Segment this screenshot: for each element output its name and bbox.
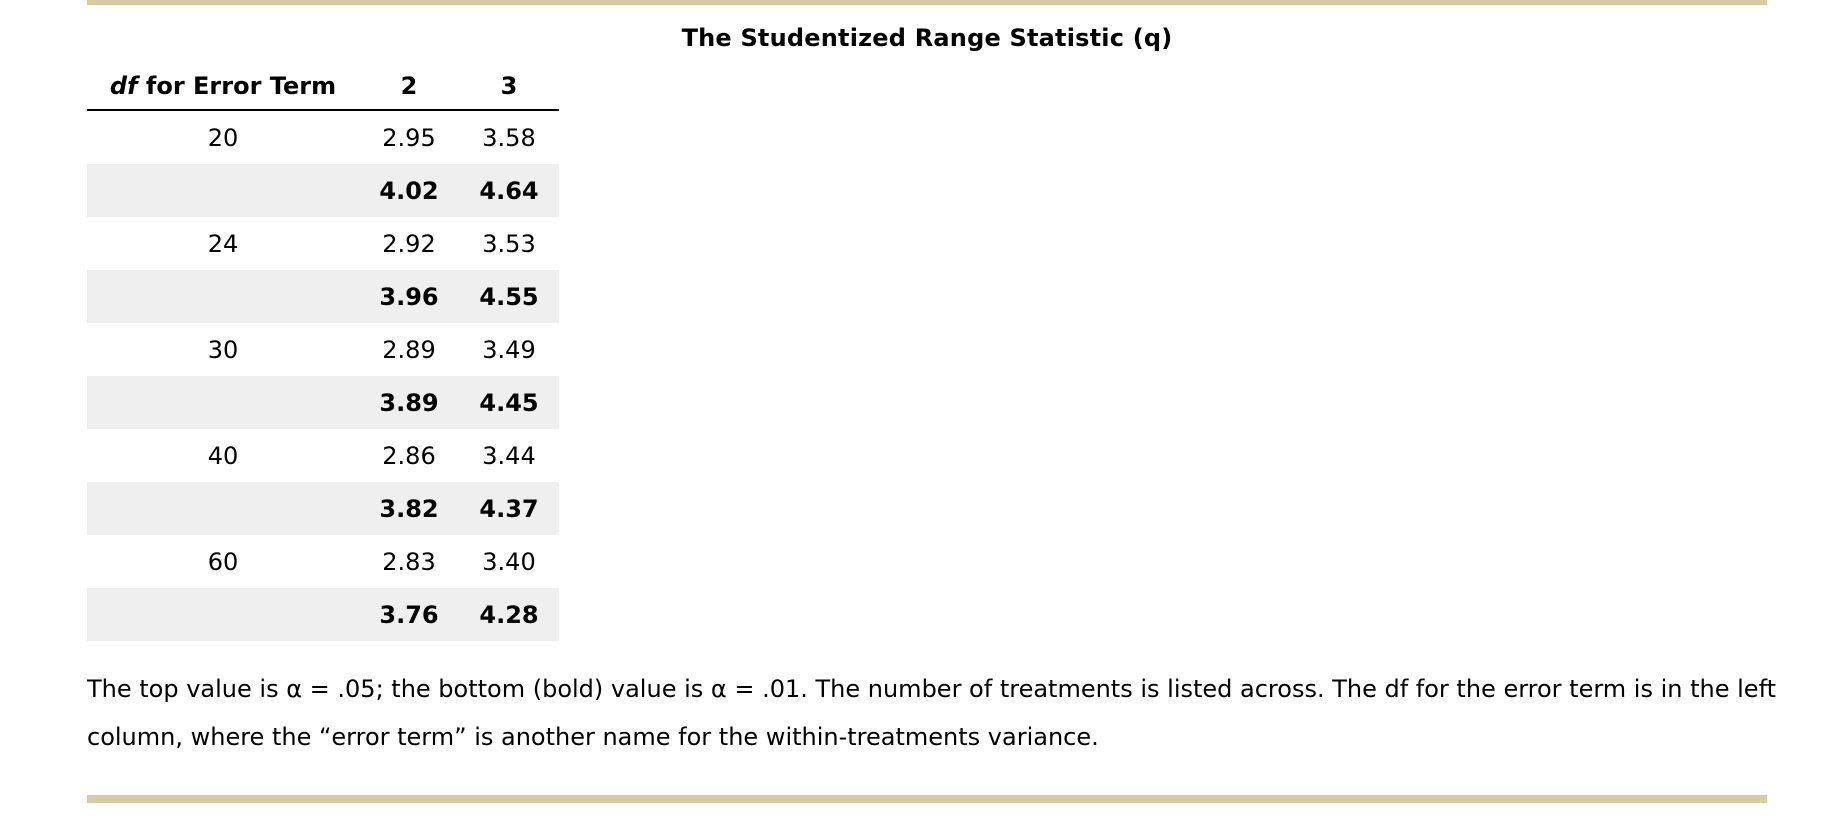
q-value-cell-bold: 4.55: [459, 270, 559, 323]
table-row-alpha-05: [87, 217, 559, 270]
header-df-rest: for Error Term: [137, 71, 337, 100]
studentized-range-table: [87, 62, 559, 641]
df-cell-empty: [87, 376, 359, 429]
df-cell: 60: [207, 547, 239, 576]
header-k-2: 2: [359, 62, 459, 110]
q-value-cell-bold: 3.76: [359, 588, 459, 641]
q-value-cell-bold: 4.37: [459, 482, 559, 535]
df-cell: 24: [207, 229, 239, 258]
q-value-cell: 2.95: [382, 123, 436, 152]
q-value-cell-bold: 4.02: [359, 164, 459, 217]
q-value-cell-bold: 4.64: [459, 164, 559, 217]
q-value-cell-bold: 3.96: [359, 270, 459, 323]
table-row-alpha-01: [87, 270, 559, 323]
table-row-alpha-01: [87, 164, 559, 217]
df-cell-empty: [87, 482, 359, 535]
table-header-row: [87, 62, 559, 110]
df-cell-empty: [87, 588, 359, 641]
header-df-for-error-term: [87, 62, 359, 110]
df-cell: 40: [207, 441, 239, 470]
table-row-alpha-01: [87, 376, 559, 429]
table-row-alpha-05: [87, 110, 559, 164]
header-k-3: 3: [459, 62, 559, 110]
q-value-cell: 2.86: [382, 441, 436, 470]
q-value-cell-bold: 4.45: [459, 376, 559, 429]
df-cell-empty: [87, 270, 359, 323]
header-df-italic: df: [109, 71, 138, 100]
q-value-cell: 2.89: [382, 335, 436, 364]
bottom-rule: [87, 795, 1767, 803]
q-value-cell: 2.92: [382, 229, 436, 258]
q-value-cell: 3.44: [482, 441, 536, 470]
table-footnote: The top value is α = .05; the bottom (bold) value is α = .01. The number of treatments is listed across. The df for the error term is in the left column, where the “error term” is another name for the within-treatments variance.: [87, 675, 1776, 751]
df-cell: 30: [207, 335, 239, 364]
table-row-alpha-05: [87, 323, 559, 376]
q-value-cell: 3.53: [482, 229, 536, 258]
df-cell: 20: [207, 123, 239, 152]
q-value-cell-bold: 3.82: [359, 482, 459, 535]
top-rule: [87, 0, 1767, 5]
q-value-cell: 3.49: [482, 335, 536, 364]
q-value-cell: 2.83: [382, 547, 436, 576]
q-value-cell-bold: 3.89: [359, 376, 459, 429]
table-caption: The Studentized Range Statistic (q): [681, 24, 1173, 52]
table-row-alpha-01: [87, 482, 559, 535]
q-value-cell-bold: 4.28: [459, 588, 559, 641]
table-row-alpha-01: [87, 588, 559, 641]
q-value-cell: 3.40: [482, 547, 536, 576]
table-row-alpha-05: [87, 429, 559, 482]
df-cell-empty: [87, 164, 359, 217]
table-row-alpha-05: [87, 535, 559, 588]
q-value-cell: 3.58: [482, 123, 536, 152]
